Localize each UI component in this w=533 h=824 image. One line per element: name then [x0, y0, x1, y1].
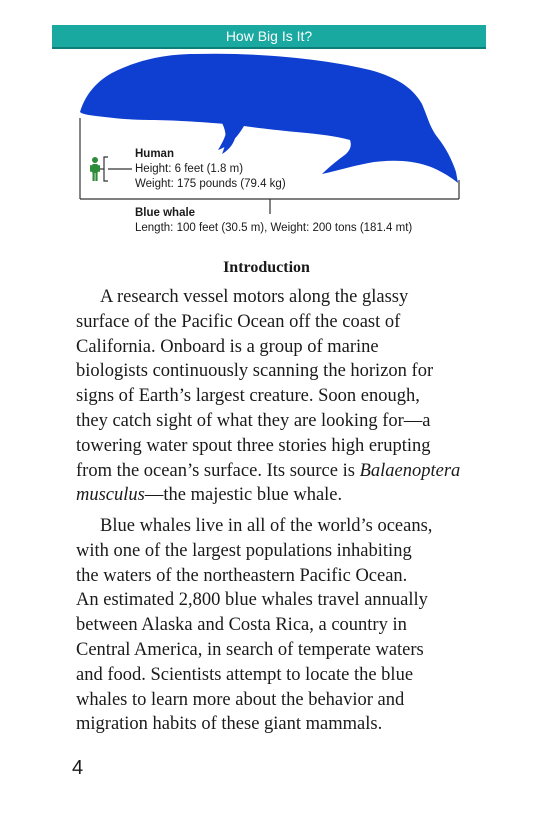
paragraph-1: [76, 285, 476, 508]
paragraph-2: [76, 514, 476, 737]
text-run: —the majestic blue whale.: [144, 485, 343, 506]
text-line: whales to learn more about the behavior and: [76, 689, 405, 710]
text-line: with one of the largest populations inhabiting: [76, 540, 412, 561]
human-height: Height: 6 feet (1.8 m): [135, 163, 244, 175]
human-caption: [135, 147, 286, 192]
text-line: Blue whales live in all of the world’s oceans,: [100, 516, 433, 536]
text-line: migration habits of these giant mammals.: [76, 714, 383, 735]
human-figure: [90, 157, 100, 181]
banner-title: How Big Is It?: [225, 28, 313, 44]
whale-stats: Length: 100 feet (30.5 m), Weight: 200 tons (181.4 mt): [135, 222, 413, 234]
scientific-name-genus: Balaenoptera: [359, 460, 461, 481]
scientific-name-species: musculus: [76, 485, 145, 506]
section-heading: Introduction: [223, 259, 310, 276]
human-weight: Weight: 175 pounds (79.4 kg): [135, 178, 286, 190]
text-line: [76, 483, 476, 508]
text-line: [76, 459, 476, 484]
text-line: and food. Scientists attempt to locate the blue: [76, 664, 414, 685]
text-run: from the ocean’s surface. Its source is: [76, 460, 355, 481]
whale-caption: [135, 206, 412, 236]
text-line: An estimated 2,800 blue whales travel annually: [76, 590, 428, 611]
text-line: surface of the Pacific Ocean off the coast of: [76, 311, 401, 332]
text-line: Central America, in search of temperate waters: [76, 639, 424, 660]
text-line: signs of Earth’s largest creature. Soon enough,: [76, 386, 420, 407]
text-line: the waters of the northeastern Pacific Ocean.: [76, 565, 408, 586]
text-line: towering water spout three stories high erupting: [76, 435, 431, 456]
whale-label: Blue whale: [135, 207, 196, 219]
text-line: between Alaska and Costa Rica, a country in: [76, 615, 407, 636]
text-line: biologists continuously scanning the horizon for: [76, 361, 434, 382]
human-label: Human: [135, 148, 174, 160]
text-line: California. Onboard is a group of marine: [76, 336, 379, 357]
text-line: they catch sight of what they are looking for—a: [76, 410, 431, 431]
page-number: 4: [72, 757, 84, 779]
text-line: A research vessel motors along the glassy: [100, 287, 409, 307]
